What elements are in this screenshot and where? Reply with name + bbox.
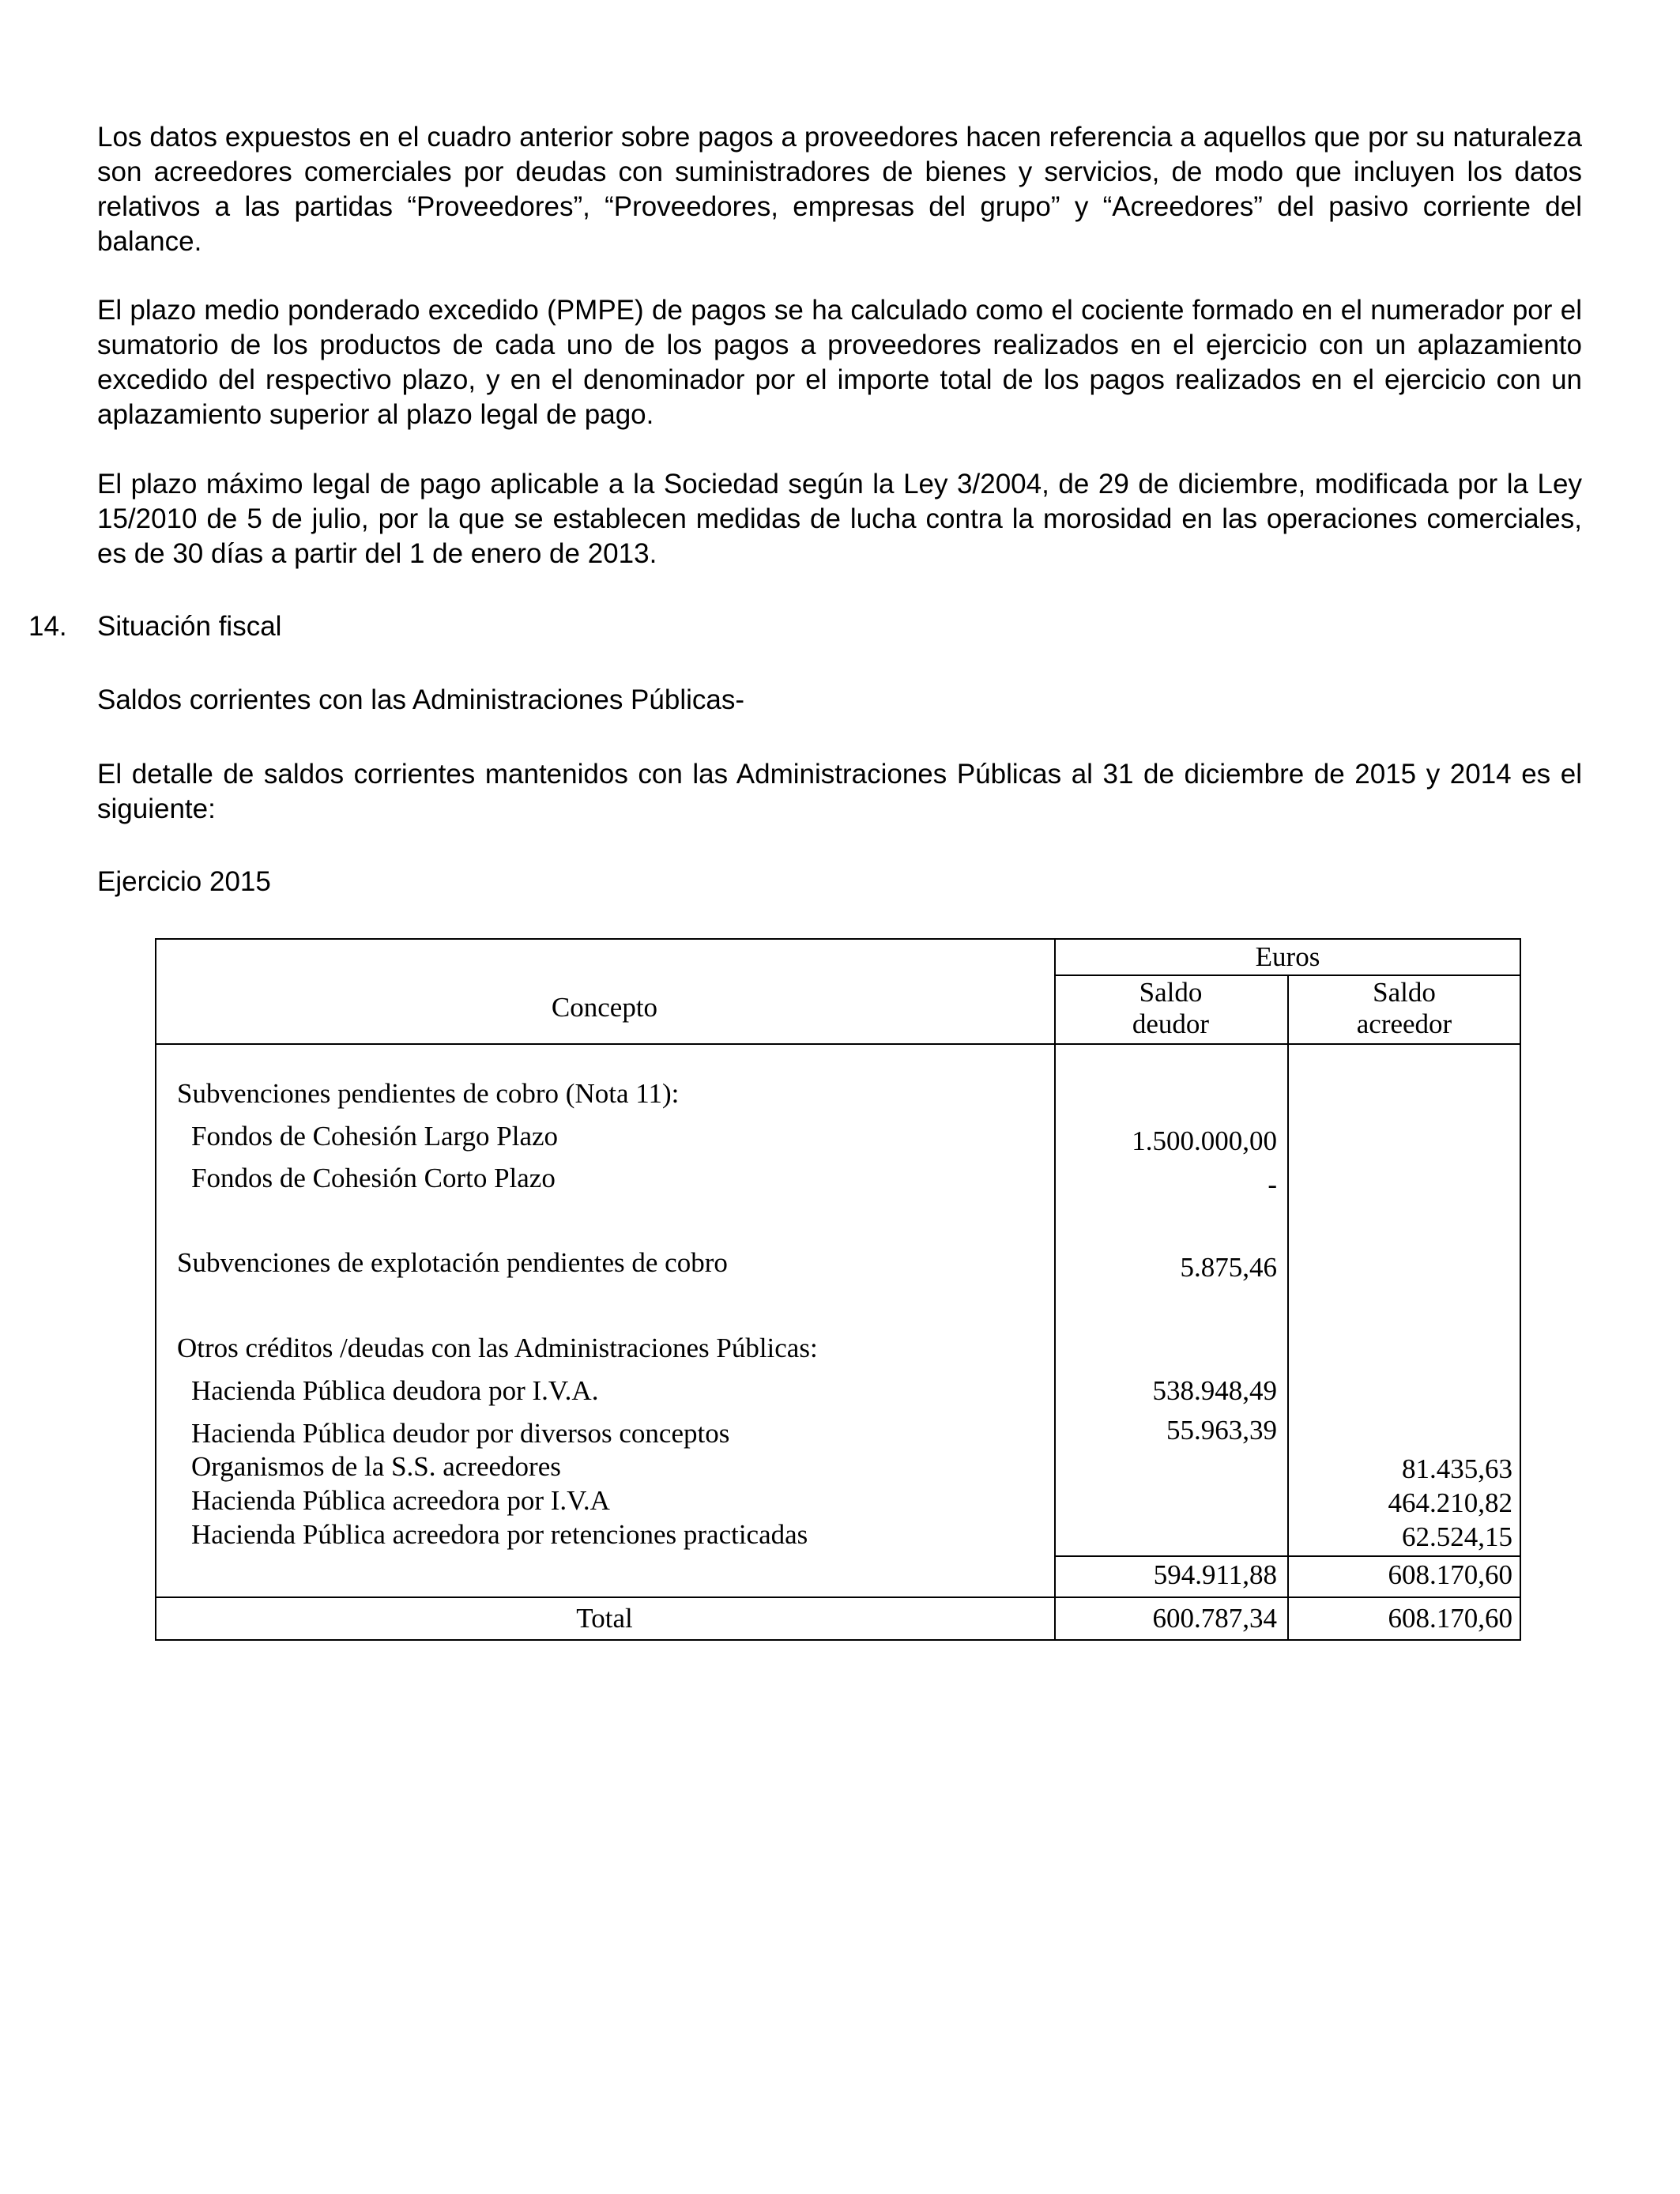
row-label: Otros créditos /deudas con las Administraciones Públicas: [177, 1333, 818, 1363]
header-deudor-line2: deudor [1132, 1008, 1210, 1039]
row-label: Fondos de Cohesión Largo Plazo [191, 1121, 559, 1152]
header-concepto: Concepto [551, 992, 658, 1023]
euros-underline [1054, 974, 1521, 976]
section-title: Situación fiscal [97, 611, 282, 642]
subtotal-acreedor: 608.170,60 [1388, 1559, 1512, 1590]
row-label: Organismos de la S.S. acreedores [191, 1451, 561, 1482]
row-acreedor-value: 81.435,63 [1402, 1453, 1512, 1484]
row-label: Hacienda Pública acreedora por retenciones practicadas [191, 1519, 808, 1550]
year-label: Ejercicio 2015 [97, 866, 271, 897]
row-deudor-value: 538.948,49 [1152, 1375, 1277, 1406]
header-acreedor-line2: acreedor [1356, 1008, 1452, 1039]
paragraph-proveedores: Los datos expuestos en el cuadro anterior sobre pagos a proveedores hacen referencia a aquellos que por su naturaleza son acreedores comerciales por deudas con suministradores de bienes y servicios, de modo que incluyen los datos relativos a las partidas “Proveedores”, “Proveedores, empresas del grupo” y “Acreedores” del pasivo corriente del balance. [97, 122, 1582, 257]
row-label: Hacienda Pública acreedora por I.V.A [191, 1485, 610, 1516]
row-deudor-value: 1.500.000,00 [1132, 1125, 1277, 1156]
header-deudor-line1: Saldo [1139, 977, 1203, 1008]
section-subtitle: Saldos corrientes con las Administraciones Públicas- [97, 684, 744, 715]
header-bottom-rule [155, 1043, 1521, 1045]
saldos-table [155, 938, 1521, 1641]
total-label: Total [576, 1603, 633, 1634]
subtotal-rule [1054, 1555, 1521, 1557]
row-label: Fondos de Cohesión Corto Plazo [191, 1163, 556, 1193]
table-border-top [155, 938, 1521, 940]
section-intro: El detalle de saldos corrientes mantenidos con las Administraciones Públicas al 31 de diciembre de 2015 y 2014 es el siguiente: [97, 759, 1582, 824]
row-acreedor-value: 62.524,15 [1402, 1521, 1512, 1552]
paragraph-pmpe: El plazo medio ponderado excedido (PMPE) de pagos se ha calculado como el cociente formado en el numerador por el sumatorio de los productos de cada uno de los pagos a proveedores realizados en el ejercicio con un aplazamiento excedido del respectivo plazo, y en el denominador por el importe total de los pagos realizados en el ejercicio con un aplazamiento superior al plazo legal de pago. [97, 295, 1582, 430]
total-rule [155, 1596, 1521, 1598]
header-euros: Euros [1255, 941, 1320, 972]
row-label: Subvenciones de explotación pendientes de cobro [177, 1247, 728, 1278]
row-deudor-value: 55.963,39 [1166, 1415, 1277, 1446]
row-acreedor-value: 464.210,82 [1388, 1487, 1512, 1518]
subtotal-deudor: 594.911,88 [1153, 1559, 1277, 1590]
table-border-bottom [155, 1639, 1521, 1641]
row-label: Hacienda Pública deudora por I.V.A. [191, 1375, 599, 1406]
section-number: 14. [28, 611, 67, 642]
paragraph-plazo-legal: El plazo máximo legal de pago aplicable a la Sociedad según la Ley 3/2004, de 29 de diciembre, modificada por la Ley 15/2010 de 5 de julio, por la que se establecen medidas de lucha contra la morosidad en las operaciones comerciales, es de 30 días a partir del 1 de enero de 2013. [97, 469, 1582, 569]
header-acreedor-line1: Saldo [1373, 977, 1436, 1008]
row-label: Hacienda Pública deudor por diversos conceptos [191, 1418, 730, 1449]
row-label: Subvenciones pendientes de cobro (Nota 11): [177, 1078, 680, 1109]
row-deudor-value: 5.875,46 [1180, 1252, 1277, 1283]
total-acreedor: 608.170,60 [1388, 1603, 1512, 1634]
row-deudor-value: - [1268, 1169, 1277, 1200]
total-deudor: 600.787,34 [1152, 1603, 1277, 1634]
